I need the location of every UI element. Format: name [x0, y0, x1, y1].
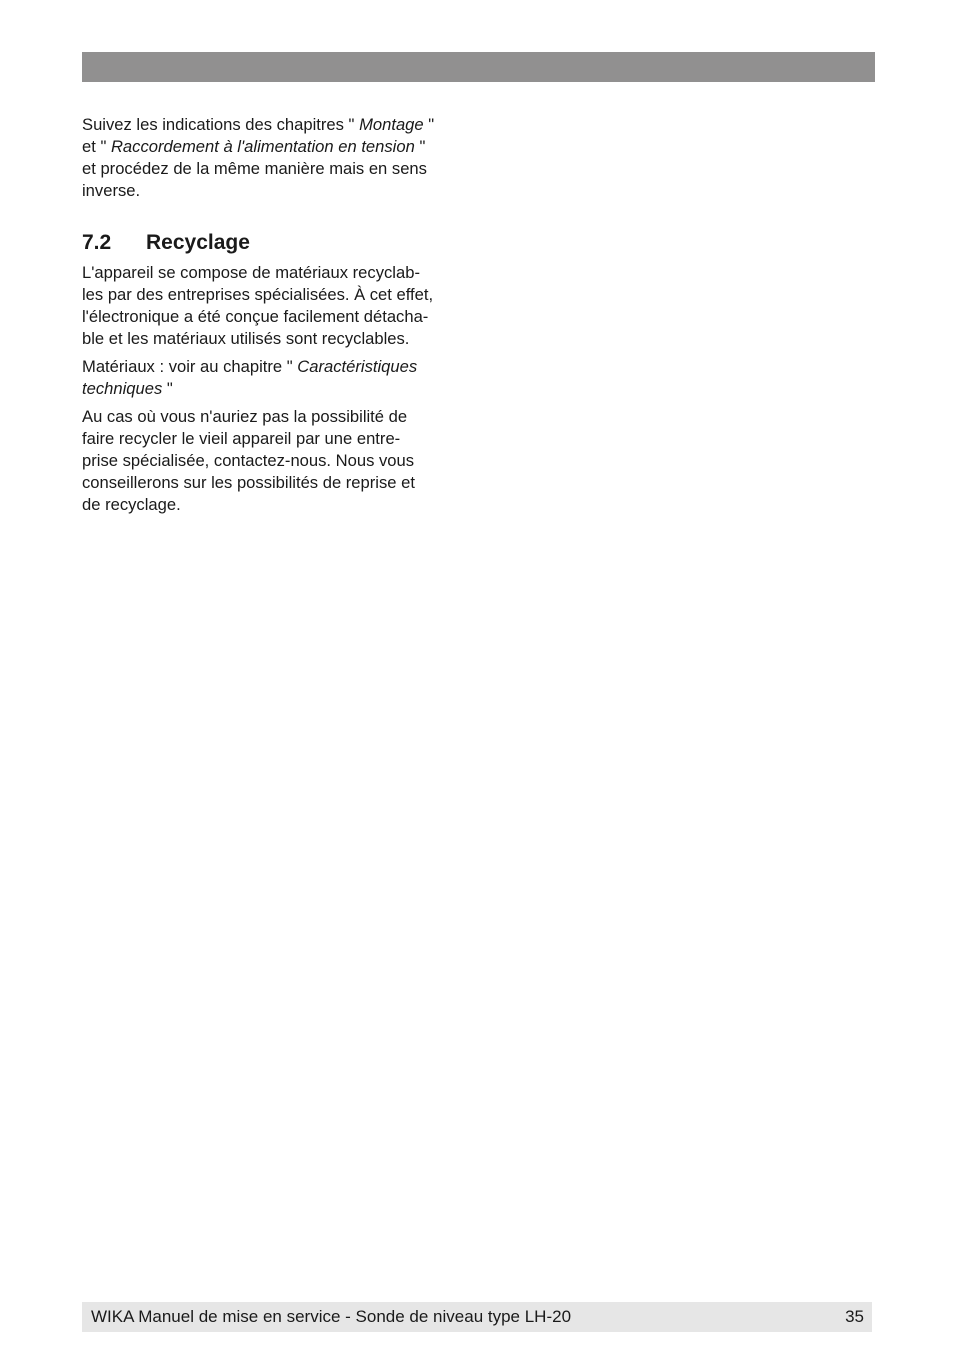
- contact-paragraph: Au cas où vous n'auriez pas la possibilité de faire recycler le vieil appareil par une entre- prise spécialisée, contactez-nous. Nous vous conseillerons sur les possibilités de reprise et de recyclage.: [82, 407, 415, 514]
- intro-paragraph: Suivez les indications des chapitres " Montage " et " Raccordement à l'alimentation en tension " et procédez de la même manière mais en sens inverse.: [82, 115, 435, 200]
- chapter-reference-caracteristiques: Caractéristiques: [297, 357, 418, 376]
- chapter-reference-raccordement: Raccordement à l'alimentation en tension: [110, 137, 415, 156]
- section-number: 7.2: [82, 231, 112, 254]
- content-column: [82, 114, 472, 522]
- header-bar: [82, 52, 875, 82]
- footer-bar: [82, 1302, 872, 1332]
- recycling-paragraph: L'appareil se compose de matériaux recyclab- les par des entreprises spécialisées. À cet effet, l'électronique a été conçue facilement détacha- ble et les matériaux utilisés sont recyclables.: [82, 263, 434, 348]
- chapter-reference-montage: Montage: [359, 115, 424, 134]
- materials-paragraph: Matériaux : voir au chapitre " Caractéristiques techniques ": [82, 357, 418, 398]
- section-title: Recyclage: [146, 231, 250, 254]
- page-number: 35: [845, 1307, 864, 1326]
- footer-title: WIKA Manuel de mise en service - Sonde de niveau type LH-20: [91, 1307, 572, 1326]
- section-heading: [82, 230, 472, 256]
